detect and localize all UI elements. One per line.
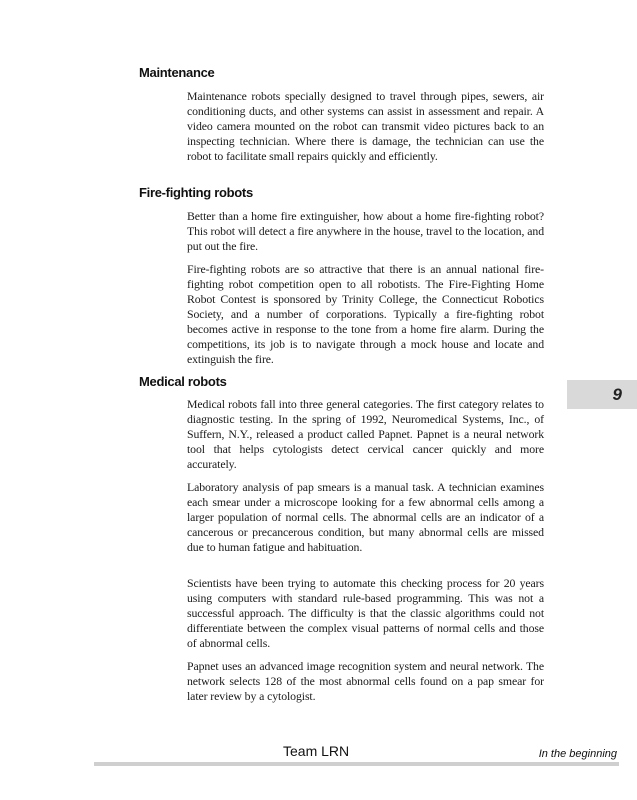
section-heading-fire-fighting: Fire-fighting robots <box>139 185 253 200</box>
section-heading-medical: Medical robots <box>139 374 227 389</box>
chapter-thumb-tab <box>567 380 637 409</box>
footer-watermark: Team LRN <box>283 743 350 759</box>
paragraph: Better than a home fire extinguisher, how about a home fire-fighting robot? This robot will detect a fire anywhere in the house, travel to the location, and put out the fire. <box>187 209 544 253</box>
chapter-number: 9 <box>612 385 622 404</box>
paragraph: Maintenance robots specially designed to travel through pipes, sewers, air conditioning ducts, and other systems can assist in assessment and repair. A video camera mounted on the robot can transmit video pictures back to an inspecting technician. Where there is damage, the technician can use the robot to facilitate small repairs quickly and efficiently. <box>187 89 544 163</box>
footer-rule <box>94 762 619 766</box>
paragraph: Papnet uses an advanced image recognition system and neural network. The network selects 128 of the most abnormal cells found on a pap smear for later review by a cytologist. <box>187 659 544 703</box>
footer-running-title: In the beginning <box>538 748 617 760</box>
paragraph: Scientists have been trying to automate this checking process for 20 years using computers with standard rule-based programming. This was not a successful approach. The difficulty is that the classic algorithms could not differentiate between the complex visual patterns of normal cells and those of abnormal cells. <box>187 576 544 650</box>
section-heading-maintenance: Maintenance <box>139 65 215 80</box>
paragraph: Medical robots fall into three general categories. The first category relates to diagnostic testing. In the spring of 1992, Neuromedical Systems, Inc., of Suffern, N.Y., released a product called Papnet. Papnet is a neural network tool that helps cytologists detect cervical cancer quickly and more accurately. <box>187 397 544 471</box>
paragraph: Laboratory analysis of pap smears is a manual task. A technician examines each smear under a microscope looking for a few abnormal cells among a larger population of normal cells. The abnormal cells are an indicator of a cancerous or precancerous condition, but many abnormal cells are missed due to human fatigue and habituation. <box>187 480 544 554</box>
paragraph: Fire-fighting robots are so attractive that there is an annual national fire-fighting robot competition open to all robotists. The Fire-Fighting Home Robot Contest is sponsored by Trinity College, the Connecticut Robotics Society, and a number of corporations. Typically a fire-fighting robot becomes active in response to the tone from a home fire alarm. During the competitions, its job is to navigate through a mock house and locate and extinguish the fire. <box>187 262 544 366</box>
